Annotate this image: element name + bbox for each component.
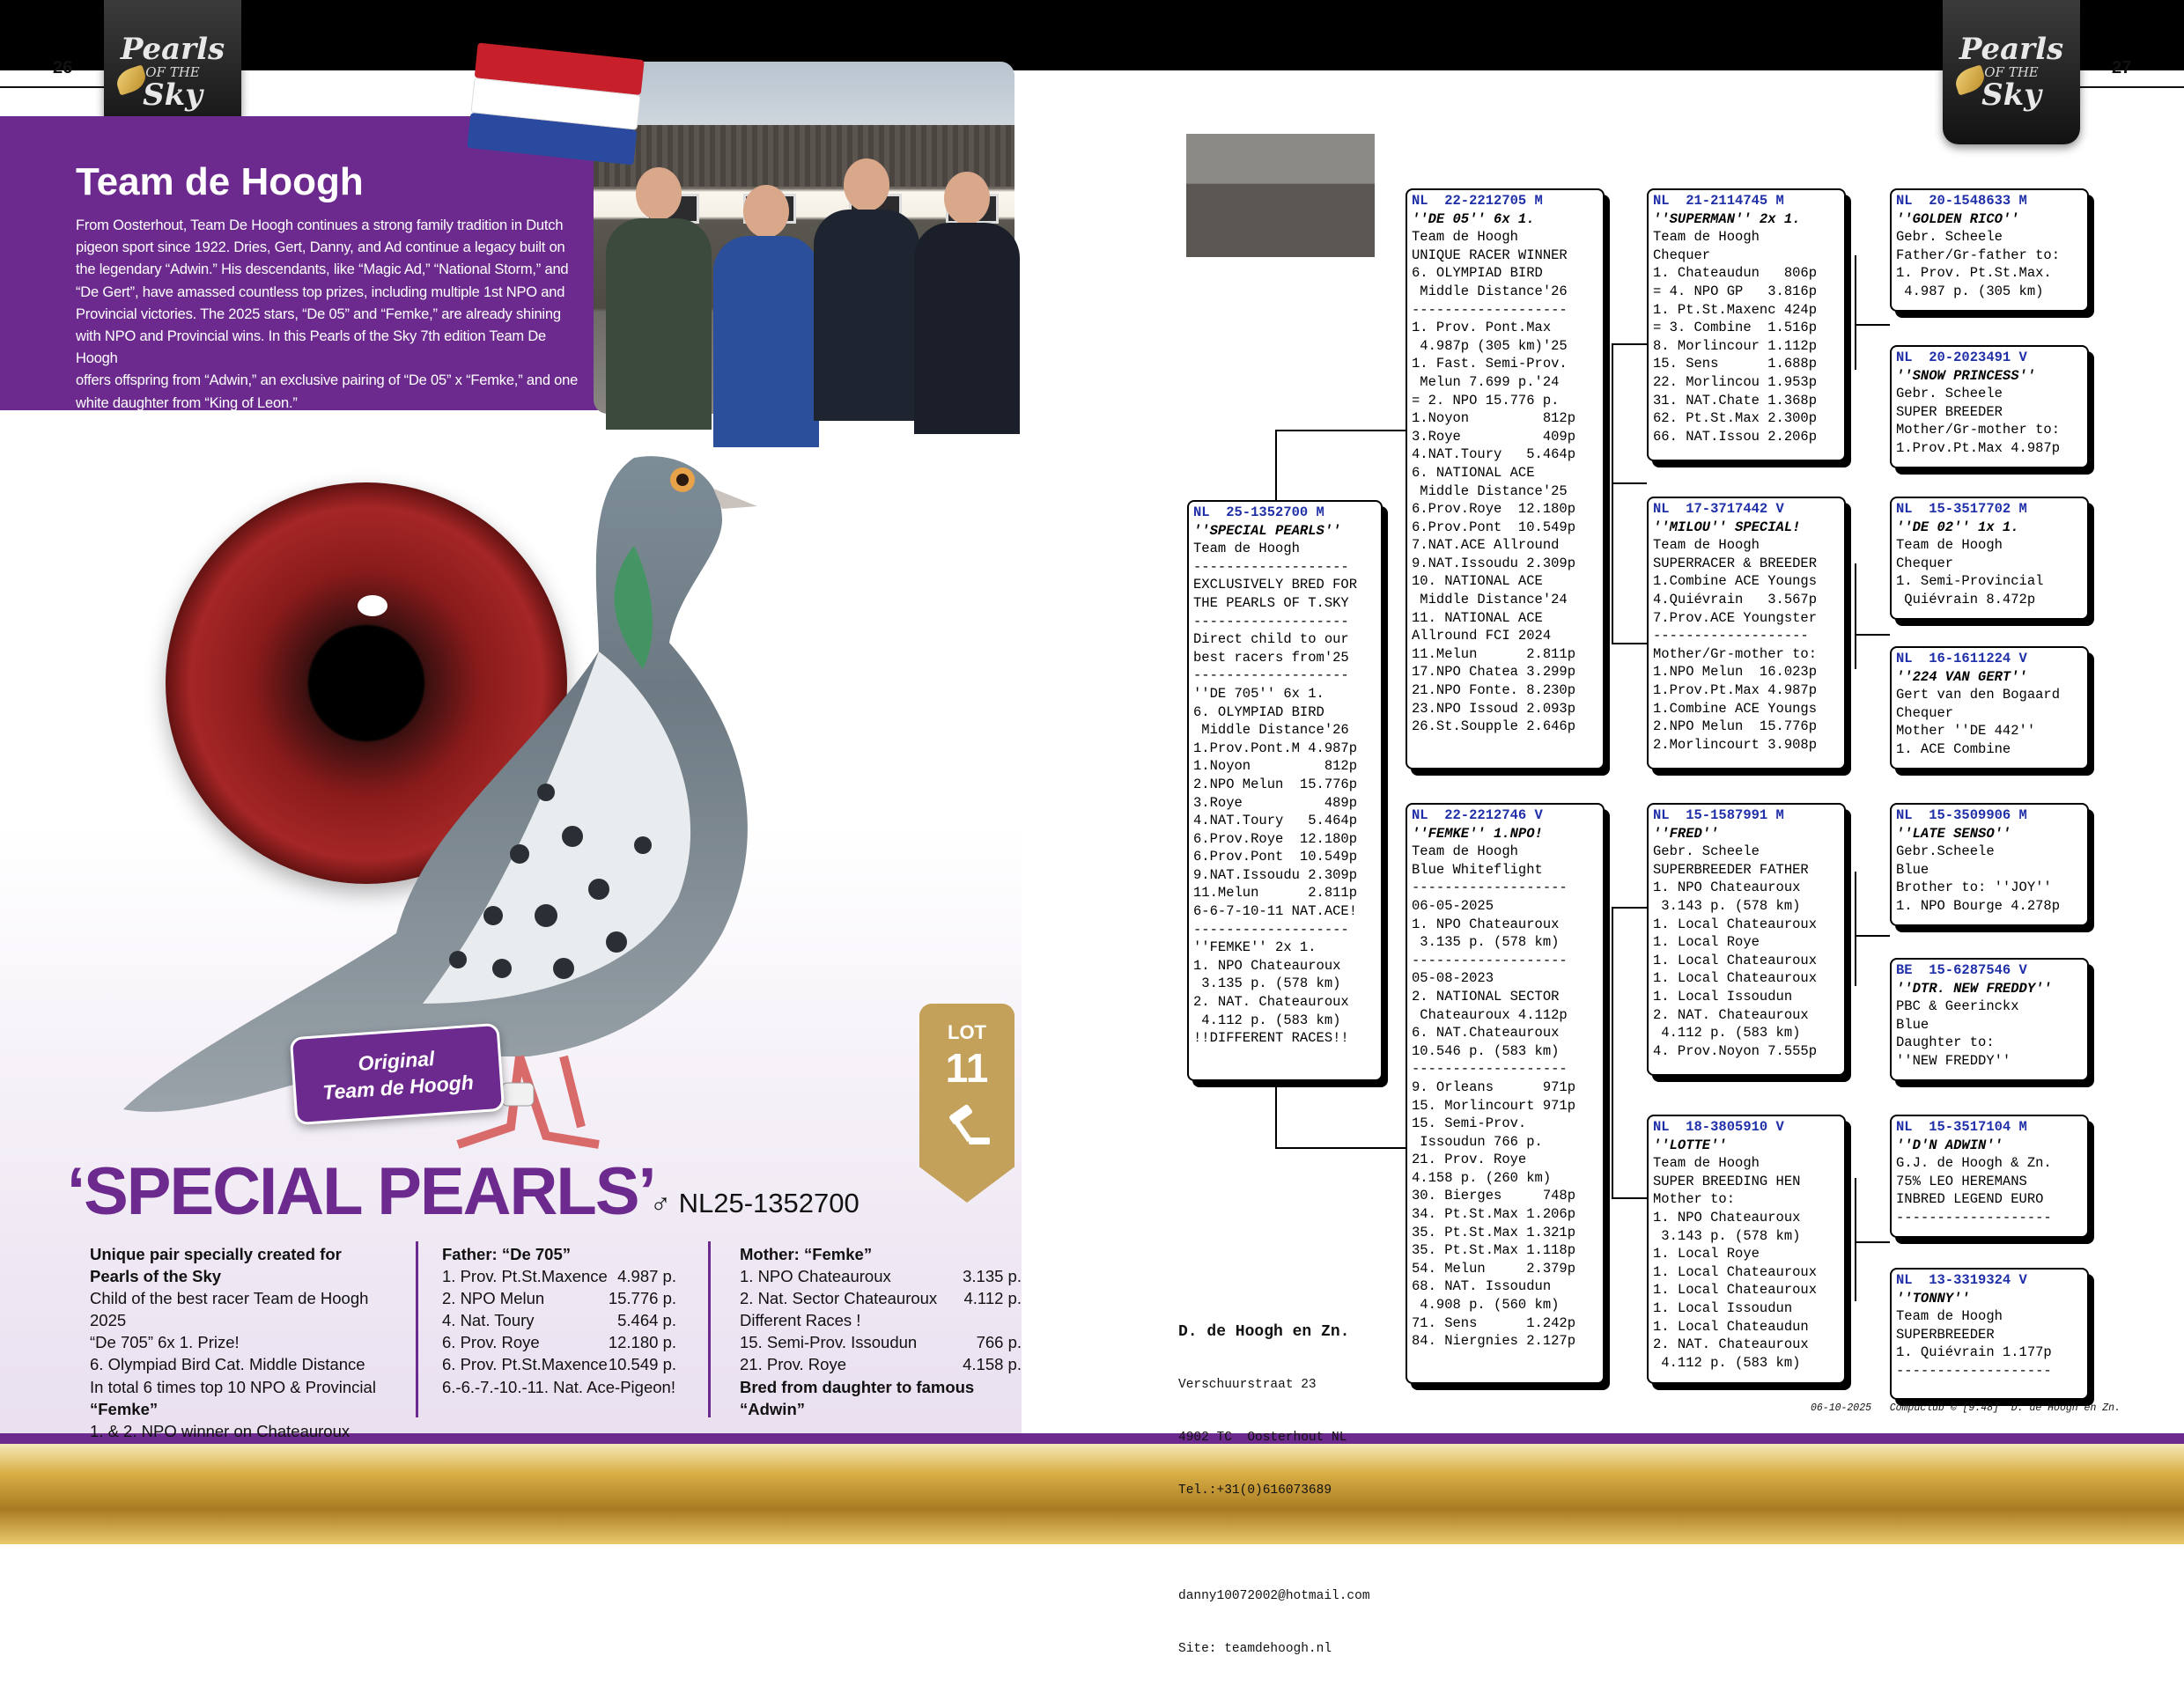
pedigree-box-mm bbox=[1647, 1115, 1846, 1384]
race-points: 10.549 p. bbox=[608, 1355, 676, 1374]
connector bbox=[1275, 430, 1277, 502]
col1-line: 1. & 2. NPO winner on Chateauroux bbox=[90, 1421, 350, 1440]
connector bbox=[1612, 482, 1647, 484]
pedigree-box-mff bbox=[1890, 803, 2089, 926]
bird-name: ''FEMKE'' 1.NPO! bbox=[1412, 825, 1543, 842]
race-row bbox=[442, 1309, 676, 1331]
logo-line2: OF THE bbox=[145, 64, 200, 80]
team-photo bbox=[594, 62, 1015, 414]
ring-header: BE 15-6287546 V bbox=[1896, 962, 2027, 978]
breeder-name: D. de Hoogh en Zn. bbox=[1178, 1323, 1350, 1341]
bird-results: Gert van den Bogaard Chequer Mother ''DE 442'' 1. ACE Combine bbox=[1896, 687, 2061, 757]
connector bbox=[1612, 343, 1647, 345]
father-ace-line: 6.-6.-7.-10.-11. Nat. Ace-Pigeon! bbox=[442, 1377, 675, 1396]
ring-header: NL 22-2212705 M bbox=[1412, 193, 1543, 209]
pedigree-box-father bbox=[1406, 188, 1605, 769]
race-points: 5.464 p. bbox=[617, 1311, 676, 1330]
intro-line: the legendary “Adwin.” His descendants, like “Magic Ad,” “National Storm,” and bbox=[76, 261, 569, 278]
logo-line1: Pearls bbox=[120, 32, 225, 67]
pearls-logo-icon bbox=[1943, 0, 2080, 144]
bird-name: ''LATE SENSO'' bbox=[1896, 825, 2011, 842]
ring-header: NL 15-3517702 M bbox=[1896, 501, 2027, 517]
col1-line: Child of the best racer Team de Hoogh 2025 bbox=[90, 1289, 369, 1330]
pedigree-box-fm bbox=[1647, 497, 1846, 769]
bird-results: Team de Hoogh SUPERRACER & BREEDER 1.Combine ACE Youngs 4.Quiévrain 3.567p 7.Prov.ACE Youngster ------------------- Mother/Gr-mother to: 1.NPO Melun 16.023p 1.Prov.Pt.Max 4.987p 1.Combine ACE Youngs 2.NPO Melun 15.776p 2.Morlincourt 3.908p bbox=[1653, 537, 1818, 753]
ring-header: NL 17-3717442 V bbox=[1653, 501, 1784, 517]
right-page-number: 27 bbox=[2112, 58, 2132, 77]
intro-line: white daughter from “King of Leon.” bbox=[76, 394, 298, 411]
ring-header: NL 13-3319324 V bbox=[1896, 1272, 2027, 1288]
pedigree-box-ff bbox=[1647, 188, 1846, 461]
bird-name: ''MILOU'' SPECIAL! bbox=[1653, 519, 1801, 535]
col1-heading: Unique pair specially created for bbox=[90, 1245, 342, 1263]
race-points: 4.112 p. bbox=[963, 1289, 1022, 1308]
intro-line: with NPO and Provincial wins. In this Pearls of the Sky 7th edition Team De Hoogh bbox=[76, 328, 547, 367]
pedigree-box-mf bbox=[1647, 803, 1846, 1076]
connector bbox=[1855, 255, 1856, 370]
connector bbox=[1275, 1087, 1277, 1149]
bird-name: ''FRED'' bbox=[1653, 825, 1719, 842]
intro-line: From Oosterhout, Team De Hoogh continues a strong family tradition in Dutch bbox=[76, 217, 564, 233]
bird-results: G.J. de Hoogh & Zn. 75% LEO HEREMANS INBRED LEGEND EURO ------------------- bbox=[1896, 1155, 2052, 1226]
person bbox=[814, 158, 919, 423]
breeder-address bbox=[1178, 1288, 1370, 1693]
intro-text bbox=[76, 215, 587, 415]
race-row bbox=[442, 1331, 676, 1353]
bird-results: Team de Hoogh Chequer 1. Chateaudun 806p = 4. NPO GP 3.816p 1. Pt.St.Maxenc 424p = 3. Combine 1.516p 8. Morlincour 1.112p 15. Sens 1.688p 22. Morlincou 1.953p 31. NAT.Chate 1.368p 62. Pt.St.Max 2.300p 66. NAT.Issou 2.206p bbox=[1653, 229, 1818, 445]
ring-header: NL 18-3805910 V bbox=[1653, 1119, 1784, 1135]
race-points: 3.135 p. bbox=[963, 1267, 1022, 1286]
pedigree-box-mother bbox=[1406, 803, 1605, 1384]
race-name: 1. Prov. Pt.St.Maxence bbox=[442, 1267, 608, 1286]
column-divider bbox=[708, 1241, 711, 1417]
race-name: 4. Nat. Toury bbox=[442, 1311, 535, 1330]
pedigree-box-ffm bbox=[1890, 345, 2089, 468]
footer-gold-band bbox=[0, 1444, 2184, 1544]
bird-results: Gebr.Scheele Blue Brother to: ''JOY'' 1. NPO Bourge 4.278p bbox=[1896, 843, 2061, 914]
pedigree-box-fff bbox=[1890, 188, 2089, 312]
connector bbox=[1612, 643, 1647, 644]
bird-results: Team de Hoogh UNIQUE RACER WINNER 6. OLYMPIAD BIRD Middle Distance'26 ------------------- 1. Prov. Pont.Max 4.987p (305 km)'25 1. Fast. Semi-Prov. Melun 7.699 p.'24 = 2. NPO 15.776 p. 1.Noyon 812p 3.Roye 409p 4.NAT.Toury 5.464p 6. NATIONAL ACE Middle Distance'25 6.Prov.Roye 12.180p 6.Prov.Pont 10.549p 7.NAT.ACE Allround 9.NAT.Issoudu 2.309p 10. NATIONAL ACE Middle Distance'24 11. NATIONAL ACE Allround FCI 2024 11.Melun 2.811p 17.NPO Chatea 3.299p 21.NPO Fonte. 8.230p 23.NPO Issoud 2.093p 26.St.Soupple 2.646p bbox=[1412, 229, 1576, 735]
connector bbox=[1855, 634, 1890, 636]
badge-line1: Original bbox=[357, 1047, 436, 1076]
connector bbox=[1612, 1197, 1647, 1199]
connector bbox=[1612, 343, 1613, 643]
connector bbox=[1855, 1241, 1890, 1243]
father-heading: Father: “De 705” bbox=[442, 1245, 571, 1263]
person bbox=[713, 185, 819, 423]
col1-heading: Pearls of the Sky bbox=[90, 1267, 222, 1286]
bird-name: ''SUPERMAN'' 2x 1. bbox=[1653, 210, 1801, 227]
race-name: 15. Semi-Prov. Issoudun bbox=[740, 1333, 918, 1352]
main-title: ‘SPECIAL PEARLS’ bbox=[67, 1154, 655, 1229]
ring-header: NL 20-1548633 M bbox=[1896, 193, 2027, 209]
team-title: Team de Hoogh bbox=[76, 160, 364, 203]
col1-line: 6. Olympiad Bird Cat. Middle Distance bbox=[90, 1355, 365, 1374]
bird-name: ''TONNY'' bbox=[1896, 1290, 1970, 1307]
bird-name: ''DE 02'' 1x 1. bbox=[1896, 519, 2019, 535]
race-name: 21. Prov. Roye bbox=[740, 1355, 846, 1374]
race-name: Different Races ! bbox=[740, 1311, 861, 1330]
mother-heading: Mother: “Femke” bbox=[740, 1245, 873, 1263]
race-points: 4.987 p. bbox=[617, 1267, 676, 1286]
bird-results: Team de Hoogh SUPER BREEDING HEN Mother to: 1. NPO Chateauroux 3.143 p. (578 km) 1. Local Roye 1. Local Chateauroux 1. Local Chateauroux 1. Local Issoudun 1. Local Chateaudun 2. NAT. Chateauroux 4.112 p. (583 km) bbox=[1653, 1155, 1818, 1371]
race-row bbox=[442, 1353, 676, 1375]
race-points: 766 p. bbox=[976, 1333, 1022, 1352]
logo-line3: Sky bbox=[1981, 77, 2041, 113]
breeder-street: Verschuurstraat 23 bbox=[1178, 1378, 1317, 1392]
race-name: 6. Prov. Roye bbox=[442, 1333, 540, 1352]
small-team-photo bbox=[1186, 134, 1375, 257]
bird-name: ''DE 05'' 6x 1. bbox=[1412, 210, 1535, 227]
race-name: 2. Nat. Sector Chateauroux bbox=[740, 1289, 938, 1308]
column-divider bbox=[416, 1241, 418, 1417]
race-name: 1. NPO Chateauroux bbox=[740, 1267, 891, 1286]
ring-header: NL 20-2023491 V bbox=[1896, 350, 2027, 365]
bird-name: ''SNOW PRINCESS'' bbox=[1896, 367, 2036, 384]
left-page-number: 26 bbox=[53, 58, 73, 77]
ring-header: NL 21-2114745 M bbox=[1653, 193, 1784, 209]
logo-line2: OF THE bbox=[1984, 64, 2039, 80]
bird-name: ''LOTTE'' bbox=[1653, 1137, 1727, 1153]
race-name: 6. Prov. Pt.St.Maxence bbox=[442, 1355, 608, 1374]
ring-header: NL 15-3517104 M bbox=[1896, 1119, 2027, 1135]
ring-header: NL 16-1611224 V bbox=[1896, 651, 2027, 666]
col1-subheading: “Femke” bbox=[90, 1399, 159, 1418]
badge-line2: Team de Hoogh bbox=[321, 1071, 475, 1104]
col1-line: In total 6 times top 10 NPO & Provincial bbox=[90, 1377, 376, 1396]
intro-line: pigeon sport since 1922. Dries, Gert, Danny, and Ad continue a legacy built on bbox=[76, 239, 565, 256]
bird-results: Gebr. Scheele SUPER BREEDER Mother/Gr-mother to: 1.Prov.Pt.Max 4.987p bbox=[1896, 386, 2061, 456]
logo-line1: Pearls bbox=[1959, 32, 2064, 67]
compuclub-footer: 06-10-2025 Compuclub © [9.48] D. de Hoogh en Zn. bbox=[1811, 1402, 2121, 1414]
gavel-icon bbox=[944, 1102, 993, 1152]
dutch-flag-icon bbox=[467, 42, 645, 165]
lot-number: 11 bbox=[945, 1045, 989, 1091]
race-row bbox=[740, 1287, 1022, 1309]
bird-results: Team de Hoogh SUPERBREEDER 1. Quiévrain 1.177p ------------------- bbox=[1896, 1308, 2052, 1379]
male-symbol-icon: ♂ bbox=[650, 1187, 671, 1218]
pedigree-box-subject bbox=[1187, 500, 1383, 1081]
race-name: 2. NPO Melun bbox=[442, 1289, 545, 1308]
bird-name: ''GOLDEN RICO'' bbox=[1896, 210, 2019, 227]
bird-results: Team de Hoogh Blue Whiteflight ------------------- 06-05-2025 1. NPO Chateauroux 3.135 p. (578 km) ------------------- 05-08-2023 2. NATIONAL SECTOR Chateauroux 4.112p 6. NAT.Chateauroux 10.546 p. (583 km) ------------------- 9. Orleans 971p 15. Morlincourt 971p 15. Semi-Prov. Issoudun 766 p. 21. Prov. Roye 4.158 p. (260 km) 30. Bierges 748p 34. Pt.St.Max 1.206p 35. Pt.St.Max 1.321p 35. Pt.St.Max 1.118p 54. Melun 2.379p 68. NAT. Issoudun 4.908 p. (560 km) 71. Sens 1.242p 84. Niergnies 2.127p bbox=[1412, 843, 1576, 1350]
original-badge bbox=[290, 1023, 505, 1125]
connector bbox=[1855, 563, 1856, 669]
intro-line: offers offspring from “Adwin,” an exclusive pairing of “De 05” x “Femke,” and one bbox=[76, 372, 579, 389]
bird-name: ''224 VAN GERT'' bbox=[1896, 668, 2027, 685]
connector bbox=[1855, 1178, 1856, 1301]
race-row bbox=[740, 1353, 1022, 1375]
connector bbox=[1612, 907, 1647, 909]
father-column bbox=[442, 1243, 676, 1398]
col1-line: “De 705” 6x 1. Prize! bbox=[90, 1333, 240, 1352]
ring-header: NL 22-2212746 V bbox=[1412, 807, 1543, 823]
race-row bbox=[442, 1265, 676, 1287]
connector bbox=[1275, 430, 1406, 431]
breeder-city: 4902 TC Oosterhout NL bbox=[1178, 1431, 1347, 1445]
left-page-rule bbox=[0, 86, 104, 88]
race-points: 15.776 p. bbox=[608, 1289, 676, 1308]
connector bbox=[1275, 1147, 1406, 1149]
person bbox=[914, 172, 1020, 423]
connector bbox=[1855, 935, 1890, 937]
bird-name: ''SPECIAL PEARLS'' bbox=[1193, 522, 1341, 539]
pedigree-box-mfm bbox=[1890, 958, 2089, 1081]
race-row bbox=[442, 1287, 676, 1309]
ring-header: NL 15-3509906 M bbox=[1896, 807, 2027, 823]
mother-bred-line: Bred from daughter to famous “Adwin” bbox=[740, 1377, 975, 1418]
race-points: 4.158 p. bbox=[963, 1355, 1022, 1374]
mother-column bbox=[740, 1243, 1022, 1420]
pedigree-box-fmm bbox=[1890, 646, 2089, 769]
top-black-band bbox=[0, 0, 2184, 70]
intro-line: “De Gert”, have amassed countless top prizes, including multiple 1st NPO and bbox=[76, 283, 565, 300]
intro-line: Provincial victories. The 2025 stars, “De 05” and “Femke,” are already shining bbox=[76, 305, 561, 322]
ring-header: NL 15-1587991 M bbox=[1653, 807, 1784, 823]
breeder-email[interactable]: danny10072002@hotmail.com bbox=[1178, 1589, 1370, 1603]
bird-name: ''DTR. NEW FREDDY'' bbox=[1896, 980, 2052, 997]
breeder-tel: Tel.:+31(0)616073689 bbox=[1178, 1483, 1332, 1498]
pedigree-box-mmf bbox=[1890, 1115, 2089, 1238]
logo-line3: Sky bbox=[143, 77, 203, 113]
bird-results: Team de Hoogh ------------------- EXCLUSIVELY BRED FOR THE PEARLS OF T.SKY ------------------- Direct child to our best racers from'25 ------------------- ''DE 705'' 6x 1. 6. OLYMPIAD BIRD Middle Distance'26 1.Prov.Pont.M 4.987p 1.Noyon 812p 2.NPO Melun 15.776p 3.Roye 489p 4.NAT.Toury 5.464p 6.Prov.Roye 12.180p 6.Prov.Pont 10.549p 9.NAT.Issoudu 2.309p 11.Melun 2.811p 6-6-7-10-11 NAT.ACE! ------------------- ''FEMKE'' 2x 1. 1. NPO Chateauroux 3.135 p. (578 km) 2. NAT. Chateauroux 4.112 p. (583 km) !!DIFFERENT RACES!! bbox=[1193, 541, 1358, 1047]
race-points: 12.180 p. bbox=[608, 1333, 676, 1352]
person bbox=[606, 167, 712, 423]
right-page-rule bbox=[2080, 86, 2184, 88]
bird-results: Gebr. Scheele SUPERBREEDER FATHER 1. NPO Chateauroux 3.143 p. (578 km) 1. Local Chateauroux 1. Local Roye 1. Local Chateauroux 1. Local Chateauroux 1. Local Issoudun 2. NAT. Chateauroux 4.112 p. (583 km) 4. Prov.Noyon 7.555p bbox=[1653, 843, 1818, 1059]
breeder-site[interactable]: Site: teamdehoogh.nl bbox=[1178, 1642, 1332, 1656]
connector bbox=[1612, 907, 1613, 1197]
bird-results: Team de Hoogh Chequer 1. Semi-Provincial Quiévrain 8.472p bbox=[1896, 537, 2044, 607]
lot-badge bbox=[919, 1004, 1015, 1203]
bird-results: Gebr. Scheele Father/Gr-father to: 1. Prov. Pt.St.Max. 4.987 p. (305 km) bbox=[1896, 229, 2061, 299]
race-row bbox=[740, 1331, 1022, 1353]
ring-header: NL 25-1352700 M bbox=[1193, 504, 1324, 520]
bird-results: PBC & Geerinckx Blue Daughter to: ''NEW FREDDY'' bbox=[1896, 998, 2019, 1069]
lot-label: LOT bbox=[948, 1021, 986, 1043]
bird-name: ''D'N ADWIN'' bbox=[1896, 1137, 2003, 1153]
connector bbox=[1855, 324, 1890, 326]
pedigree-box-mmm bbox=[1890, 1268, 2089, 1400]
pedigree-box-fmf bbox=[1890, 497, 2089, 620]
connector bbox=[1855, 872, 1856, 986]
pair-description bbox=[90, 1243, 407, 1442]
race-row bbox=[740, 1309, 1022, 1331]
ring-number-text: NL25-1352700 bbox=[678, 1188, 860, 1218]
race-row bbox=[740, 1265, 1022, 1287]
ring-number bbox=[650, 1187, 860, 1219]
